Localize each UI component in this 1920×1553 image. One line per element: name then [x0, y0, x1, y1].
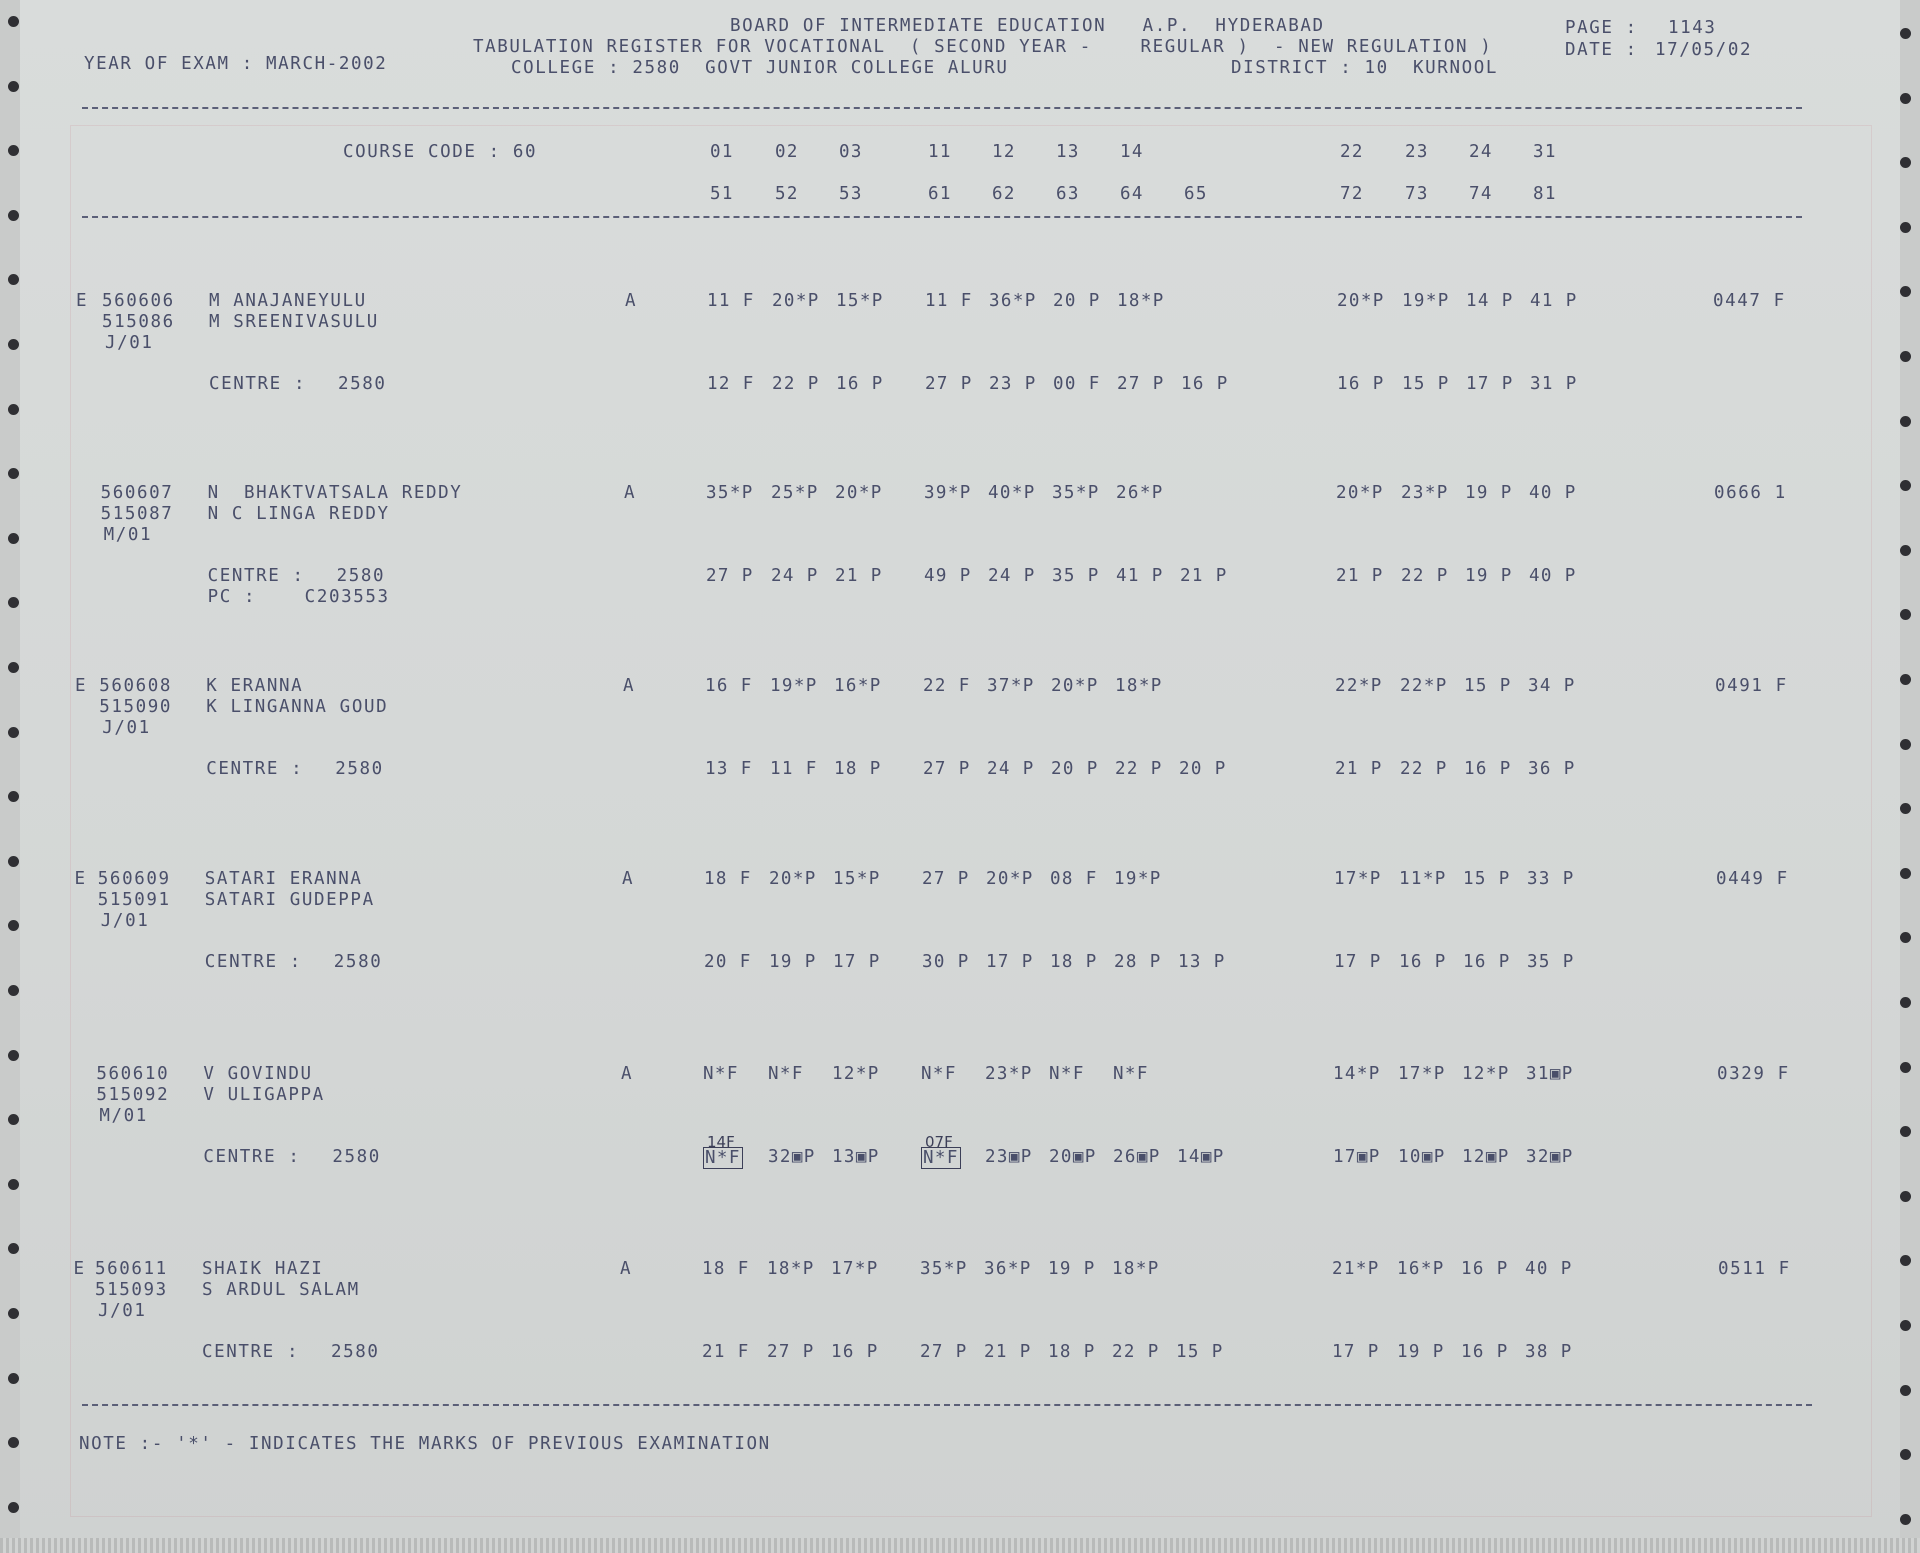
mark-cell-first-appearance: N*F — [768, 1064, 804, 1084]
roll-number: 560609 — [97, 869, 171, 889]
column-code: 02 — [775, 142, 799, 162]
feed-hole — [1900, 480, 1911, 491]
column-code: 24 — [1469, 142, 1493, 162]
mark-cell-first-appearance: 11*P — [1399, 869, 1447, 889]
centre-label: CENTRE : — [209, 374, 307, 394]
mark-cell-second-appearance: 17 P — [986, 952, 1034, 972]
roll-number: 560610 — [96, 1064, 170, 1084]
student-name: V GOVINDU — [203, 1064, 313, 1084]
mark-cell-first-appearance: 16*P — [1397, 1259, 1445, 1279]
mark-cell-first-appearance: 40*P — [988, 483, 1036, 503]
feed-hole — [1900, 28, 1911, 39]
feed-hole — [8, 533, 19, 544]
centre-label: CENTRE : — [204, 952, 302, 972]
feed-hole — [1900, 416, 1911, 427]
mark-cell-second-appearance: 41 P — [1116, 566, 1164, 586]
mark-cell-first-appearance: 12*P — [1462, 1064, 1510, 1084]
feed-hole — [8, 468, 19, 479]
mark-cell-first-appearance: 17*P — [831, 1259, 879, 1279]
mark-cell-first-appearance: 23*P — [985, 1064, 1033, 1084]
divider — [82, 1404, 1812, 1406]
mark-cell-second-appearance: 15 P — [1176, 1342, 1224, 1362]
footer-note: NOTE :- '*' - INDICATES THE MARKS OF PREVIOUS EXAMINATION — [79, 1434, 771, 1454]
mark-cell-second-appearance: 00 F — [1053, 374, 1101, 394]
mark-cell-second-appearance: 16 P — [831, 1342, 879, 1362]
group-code: M/01 — [99, 1106, 148, 1126]
mark-cell-second-appearance: 18 P — [1050, 952, 1098, 972]
mark-cell-second-appearance: 20 F — [704, 952, 752, 972]
pc-number: PC : C203553 — [207, 587, 390, 607]
feed-hole — [1900, 1385, 1911, 1396]
feed-hole — [8, 985, 19, 996]
date-value: 17/05/02 — [1655, 40, 1753, 60]
tractor-feed-right — [1890, 0, 1920, 1553]
mark-cell-second-appearance: 14▣P — [1177, 1147, 1225, 1167]
mark-cell-second-appearance: 20 P — [1051, 759, 1099, 779]
divider — [82, 216, 1802, 218]
mark-cell-second-appearance: 27 P — [923, 759, 971, 779]
mark-cell-second-appearance: 17 P — [1466, 374, 1514, 394]
mark-cell-first-appearance: N*F — [703, 1064, 739, 1084]
mark-cell-second-appearance: 15 P — [1402, 374, 1450, 394]
feed-hole — [1900, 93, 1911, 104]
feed-hole — [8, 1243, 19, 1254]
centre-number: 2580 — [335, 759, 384, 779]
mark-cell-first-appearance: 20*P — [772, 291, 820, 311]
mark-cell-first-appearance: 16 F — [705, 676, 753, 696]
mark-cell-second-appearance: 16 P — [1463, 952, 1511, 972]
grade: A — [624, 483, 637, 503]
mark-cell-second-appearance: 38 P — [1525, 1342, 1573, 1362]
record-flag: E — [74, 869, 87, 889]
column-code: 73 — [1405, 184, 1429, 204]
mark-cell-second-appearance: N*F — [705, 1148, 741, 1168]
column-code: 53 — [839, 184, 863, 204]
mark-cell-first-appearance: 23*P — [1401, 483, 1449, 503]
mark-cell-first-appearance: N*F — [1113, 1064, 1149, 1084]
mark-cell-first-appearance: 40 P — [1525, 1259, 1573, 1279]
grade: A — [620, 1259, 633, 1279]
total-marks: 0491 F — [1715, 676, 1788, 696]
roll-number: 560611 — [95, 1259, 168, 1279]
feed-hole — [8, 597, 19, 608]
mark-cell-second-appearance: 19 P — [1397, 1342, 1445, 1362]
centre-number: 2580 — [336, 566, 386, 586]
date-label: DATE : — [1565, 40, 1638, 60]
column-code: 74 — [1469, 184, 1493, 204]
mark-cell-first-appearance: 19 P — [1048, 1259, 1096, 1279]
mark-cell-first-appearance: 18*P — [1112, 1259, 1160, 1279]
mark-cell-second-appearance: 18 P — [1048, 1342, 1096, 1362]
mark-cell-second-appearance: 49 P — [924, 566, 972, 586]
mark-cell-first-appearance: 22*P — [1335, 676, 1383, 696]
centre-number: 2580 — [333, 952, 383, 972]
mark-cell-second-appearance: 27 P — [920, 1342, 968, 1362]
column-code: 61 — [928, 184, 952, 204]
total-marks: 0447 F — [1713, 291, 1786, 311]
mark-cell-second-appearance: 19 P — [1465, 566, 1513, 586]
feed-hole — [8, 1502, 19, 1513]
registration-number: 515086 — [102, 312, 175, 332]
feed-hole — [8, 1437, 19, 1448]
roll-number: 560607 — [100, 483, 174, 503]
mark-cell-first-appearance: 36*P — [989, 291, 1037, 311]
registration-number: 515090 — [99, 697, 173, 717]
mark-cell-second-appearance: 27 P — [706, 566, 754, 586]
mark-cell-second-appearance: 26▣P — [1113, 1147, 1161, 1167]
mark-cell-second-appearance: 18 P — [834, 759, 882, 779]
feed-hole — [1900, 351, 1911, 362]
mark-cell-second-appearance: 30 P — [922, 952, 970, 972]
mark-cell-second-appearance: 27 P — [1117, 374, 1165, 394]
centre-number: 2580 — [331, 1342, 380, 1362]
mark-cell-first-appearance: 20*P — [835, 483, 883, 503]
mark-cell-second-appearance: 17 P — [1334, 952, 1382, 972]
faint-form-grid — [70, 125, 1872, 1517]
mark-cell-first-appearance: 20*P — [769, 869, 817, 889]
mark-cell-first-appearance: 37*P — [987, 676, 1035, 696]
feed-hole — [8, 1114, 19, 1125]
register-sheet — [20, 0, 1900, 1553]
centre-label: CENTRE : — [207, 566, 305, 586]
mark-cell-first-appearance: 14 P — [1466, 291, 1514, 311]
feed-hole — [1900, 1514, 1911, 1525]
grade: A — [623, 676, 636, 696]
board-title: BOARD OF INTERMEDIATE EDUCATION A.P. HYDERABAD — [730, 16, 1325, 36]
mark-cell-second-appearance: 10▣P — [1398, 1147, 1446, 1167]
feed-hole — [1900, 803, 1911, 814]
feed-hole — [1900, 1255, 1911, 1266]
mark-cell-second-appearance: 12▣P — [1462, 1147, 1510, 1167]
column-code: 13 — [1056, 142, 1080, 162]
mark-cell-first-appearance: 18*P — [1115, 676, 1163, 696]
feed-hole — [1900, 545, 1911, 556]
mark-cell-first-appearance: 16*P — [834, 676, 882, 696]
mark-cell-second-appearance: 16 P — [1399, 952, 1447, 972]
total-marks: 0511 F — [1718, 1259, 1791, 1279]
mark-cell-first-appearance: 26*P — [1116, 483, 1164, 503]
mark-cell-first-appearance: 39*P — [924, 483, 972, 503]
column-code: 01 — [710, 142, 734, 162]
mark-cell-second-appearance: 27 P — [767, 1342, 815, 1362]
group-code: M/01 — [103, 525, 153, 545]
feed-hole — [8, 16, 19, 27]
mark-cell-first-appearance: 15*P — [836, 291, 884, 311]
feed-hole — [8, 1050, 19, 1061]
column-code: 72 — [1340, 184, 1364, 204]
feed-hole — [8, 727, 19, 738]
mark-cell-second-appearance: 20 P — [1179, 759, 1227, 779]
centre-number: 2580 — [338, 374, 387, 394]
registration-number: 515093 — [95, 1280, 168, 1300]
column-code: 52 — [775, 184, 799, 204]
roll-number: 560606 — [102, 291, 175, 311]
column-code: 64 — [1120, 184, 1144, 204]
year-of-exam: YEAR OF EXAM : MARCH-2002 — [84, 54, 388, 74]
mark-cell-first-appearance: 11 F — [707, 291, 755, 311]
mark-cell-second-appearance: 21 F — [702, 1342, 750, 1362]
grade: A — [621, 1064, 634, 1084]
feed-hole — [8, 856, 19, 867]
mark-cell-second-appearance: 17 P — [833, 952, 881, 972]
centre-label: CENTRE : — [203, 1147, 301, 1167]
mark-cell-first-appearance: 35*P — [706, 483, 754, 503]
mark-cell-second-appearance: 32▣P — [768, 1147, 816, 1167]
mark-cell-first-appearance: 18 F — [702, 1259, 750, 1279]
feed-hole — [8, 1308, 19, 1319]
handwritten-correction: 14F — [707, 1133, 735, 1151]
column-code: 12 — [992, 142, 1016, 162]
divider — [82, 107, 1802, 109]
mark-cell-second-appearance: 23 P — [989, 374, 1037, 394]
mark-cell-second-appearance: 23▣P — [985, 1147, 1033, 1167]
mark-cell-second-appearance: 13 F — [705, 759, 753, 779]
mark-cell-second-appearance: 27 P — [925, 374, 973, 394]
column-code: 51 — [710, 184, 734, 204]
mark-cell-second-appearance: 22 P — [1401, 566, 1449, 586]
handwritten-correction: 07F — [925, 1133, 953, 1151]
column-code: 62 — [992, 184, 1016, 204]
mark-cell-second-appearance: 22 P — [772, 374, 820, 394]
mark-cell-first-appearance: 15 P — [1463, 869, 1511, 889]
record-flag: E — [76, 291, 89, 311]
grade: A — [625, 291, 638, 311]
mark-cell-first-appearance: 31▣P — [1526, 1064, 1574, 1084]
group-code: J/01 — [100, 911, 150, 931]
mark-cell-second-appearance: 24 P — [987, 759, 1035, 779]
registration-number: 515087 — [100, 504, 174, 524]
column-code: 22 — [1340, 142, 1364, 162]
student-name: SHAIK HAZI — [202, 1259, 324, 1279]
mark-cell-second-appearance: 16 P — [1464, 759, 1512, 779]
mark-cell-first-appearance: 34 P — [1528, 676, 1576, 696]
group-code: J/01 — [102, 718, 151, 738]
mark-cell-first-appearance: 20*P — [986, 869, 1034, 889]
mark-cell-second-appearance: 21 P — [984, 1342, 1032, 1362]
mark-cell-second-appearance: 13 P — [1178, 952, 1226, 972]
mark-cell-first-appearance: 15 P — [1464, 676, 1512, 696]
mark-cell-second-appearance: 19 P — [769, 952, 817, 972]
mark-cell-first-appearance: 20 P — [1053, 291, 1101, 311]
student-name: SATARI ERANNA — [204, 869, 363, 889]
registration-number: 515092 — [96, 1085, 170, 1105]
feed-hole — [1900, 1449, 1911, 1460]
mark-cell-second-appearance: 11 F — [770, 759, 818, 779]
mark-cell-second-appearance: 13▣P — [832, 1147, 880, 1167]
total-marks: 0329 F — [1717, 1064, 1790, 1084]
mark-cell-second-appearance: 17 P — [1332, 1342, 1380, 1362]
feed-hole — [8, 210, 19, 221]
register-title: TABULATION REGISTER FOR VOCATIONAL ( SECOND YEAR - REGULAR ) - NEW REGULATION ) — [473, 37, 1493, 57]
mark-cell-second-appearance: 22 P — [1115, 759, 1163, 779]
mark-cell-first-appearance: 16 P — [1461, 1259, 1509, 1279]
feed-hole — [8, 662, 19, 673]
centre-label: CENTRE : — [206, 759, 304, 779]
column-code: 31 — [1533, 142, 1557, 162]
mark-cell-second-appearance: 24 P — [771, 566, 819, 586]
student-name: K ERANNA — [206, 676, 304, 696]
mark-cell-first-appearance: N*F — [921, 1064, 957, 1084]
column-code: 23 — [1405, 142, 1429, 162]
centre-number: 2580 — [332, 1147, 381, 1167]
mark-cell-second-appearance: 16 P — [1461, 1342, 1509, 1362]
feed-hole — [8, 81, 19, 92]
mark-cell-first-appearance: 11 F — [925, 291, 973, 311]
district-name: DISTRICT : 10 KURNOOL — [1231, 58, 1498, 78]
mark-cell-first-appearance: 15*P — [833, 869, 881, 889]
mark-cell-first-appearance: 35*P — [920, 1259, 968, 1279]
column-code: 81 — [1533, 184, 1557, 204]
column-code: 63 — [1056, 184, 1080, 204]
father-name: K LINGANNA GOUD — [206, 697, 389, 717]
mark-cell-second-appearance: 16 P — [836, 374, 884, 394]
mark-cell-first-appearance: 19*P — [1114, 869, 1162, 889]
mark-cell-first-appearance: 08 F — [1050, 869, 1098, 889]
total-marks: 0666 1 — [1714, 483, 1787, 503]
feed-hole — [8, 339, 19, 350]
feed-hole — [1900, 157, 1911, 168]
mark-cell-first-appearance: 14*P — [1333, 1064, 1381, 1084]
page-label: PAGE : — [1565, 18, 1638, 38]
feed-hole — [1900, 1320, 1911, 1331]
feed-hole — [1900, 932, 1911, 943]
mark-cell-first-appearance: 19*P — [1402, 291, 1450, 311]
registration-number: 515091 — [97, 890, 171, 910]
feed-hole — [1900, 997, 1911, 1008]
father-name: M SREENIVASULU — [209, 312, 379, 332]
feed-hole — [8, 791, 19, 802]
mark-cell-second-appearance: 17▣P — [1333, 1147, 1381, 1167]
perforated-edge — [0, 1538, 1920, 1553]
mark-cell-first-appearance: 19*P — [770, 676, 818, 696]
mark-cell-first-appearance: 20*P — [1051, 676, 1099, 696]
mark-cell-first-appearance: 20*P — [1337, 291, 1385, 311]
course-code: COURSE CODE : 60 — [343, 142, 538, 162]
feed-hole — [1900, 739, 1911, 750]
column-code: 03 — [839, 142, 863, 162]
mark-cell-second-appearance: 22 P — [1112, 1342, 1160, 1362]
mark-cell-first-appearance: 27 P — [922, 869, 970, 889]
mark-cell-first-appearance: 17*P — [1398, 1064, 1446, 1084]
page-number: 1143 — [1668, 18, 1717, 38]
mark-cell-first-appearance: 19 P — [1465, 483, 1513, 503]
record-flag: E — [75, 676, 88, 696]
group-code: J/01 — [105, 333, 154, 353]
student-name: M ANAJANEYULU — [209, 291, 367, 311]
record-flag: E — [73, 1259, 86, 1279]
father-name: S ARDUL SALAM — [202, 1280, 360, 1300]
mark-cell-first-appearance: 18 F — [704, 869, 752, 889]
feed-hole — [8, 1373, 19, 1384]
mark-cell-second-appearance: 28 P — [1114, 952, 1162, 972]
feed-hole — [1900, 674, 1911, 685]
mark-cell-second-appearance: 21 P — [1335, 759, 1383, 779]
feed-hole — [8, 145, 19, 156]
mark-cell-second-appearance: 16 P — [1337, 374, 1385, 394]
mark-cell-second-appearance: 22 P — [1400, 759, 1448, 779]
mark-cell-first-appearance: 36*P — [984, 1259, 1032, 1279]
mark-cell-second-appearance: 12 F — [707, 374, 755, 394]
feed-hole — [1900, 286, 1911, 297]
mark-cell-second-appearance: N*F — [923, 1148, 959, 1168]
feed-hole — [8, 274, 19, 285]
mark-cell-first-appearance: 35*P — [1052, 483, 1100, 503]
student-name: N BHAKTVATSALA REDDY — [207, 483, 463, 503]
total-marks: 0449 F — [1716, 869, 1789, 889]
mark-cell-first-appearance: 17*P — [1334, 869, 1382, 889]
column-code: 14 — [1120, 142, 1144, 162]
tractor-feed-left — [0, 0, 30, 1553]
grade: A — [622, 869, 635, 889]
mark-cell-second-appearance: 24 P — [988, 566, 1036, 586]
roll-number: 560608 — [99, 676, 173, 696]
mark-cell-second-appearance: 32▣P — [1526, 1147, 1574, 1167]
feed-hole — [8, 920, 19, 931]
mark-cell-second-appearance: 35 P — [1527, 952, 1575, 972]
mark-cell-second-appearance: 21 P — [1336, 566, 1384, 586]
mark-cell-first-appearance: 40 P — [1529, 483, 1577, 503]
mark-cell-first-appearance: 22*P — [1400, 676, 1448, 696]
feed-hole — [8, 1179, 19, 1190]
feed-hole — [1900, 1126, 1911, 1137]
mark-cell-first-appearance: 25*P — [771, 483, 819, 503]
mark-cell-first-appearance: 41 P — [1530, 291, 1578, 311]
mark-cell-second-appearance: 31 P — [1530, 374, 1578, 394]
feed-hole — [1900, 609, 1911, 620]
mark-cell-first-appearance: 18*P — [1117, 291, 1165, 311]
father-name: N C LINGA REDDY — [207, 504, 390, 524]
mark-cell-first-appearance: 33 P — [1527, 869, 1575, 889]
feed-hole — [1900, 1062, 1911, 1073]
mark-cell-second-appearance: 20▣P — [1049, 1147, 1097, 1167]
mark-cell-second-appearance: 21 P — [835, 566, 883, 586]
mark-cell-second-appearance: 40 P — [1529, 566, 1577, 586]
feed-hole — [1900, 222, 1911, 233]
mark-cell-first-appearance: 21*P — [1332, 1259, 1380, 1279]
mark-cell-first-appearance: 20*P — [1336, 483, 1384, 503]
mark-cell-second-appearance: 35 P — [1052, 566, 1100, 586]
father-name: V ULIGAPPA — [203, 1085, 325, 1105]
father-name: SATARI GUDEPPA — [204, 890, 375, 910]
mark-cell-second-appearance: 36 P — [1528, 759, 1576, 779]
group-code: J/01 — [98, 1301, 147, 1321]
mark-cell-first-appearance: 12*P — [832, 1064, 880, 1084]
feed-hole — [8, 404, 19, 415]
column-code: 11 — [928, 142, 952, 162]
mark-cell-second-appearance: 21 P — [1180, 566, 1228, 586]
feed-hole — [1900, 1191, 1911, 1202]
mark-cell-first-appearance: 22 F — [923, 676, 971, 696]
column-code: 65 — [1184, 184, 1208, 204]
mark-cell-second-appearance: 16 P — [1181, 374, 1229, 394]
mark-cell-first-appearance: 18*P — [767, 1259, 815, 1279]
mark-cell-first-appearance: N*F — [1049, 1064, 1085, 1084]
centre-label: CENTRE : — [202, 1342, 300, 1362]
feed-hole — [1900, 868, 1911, 879]
college-name: COLLEGE : 2580 GOVT JUNIOR COLLEGE ALURU — [511, 58, 1009, 78]
